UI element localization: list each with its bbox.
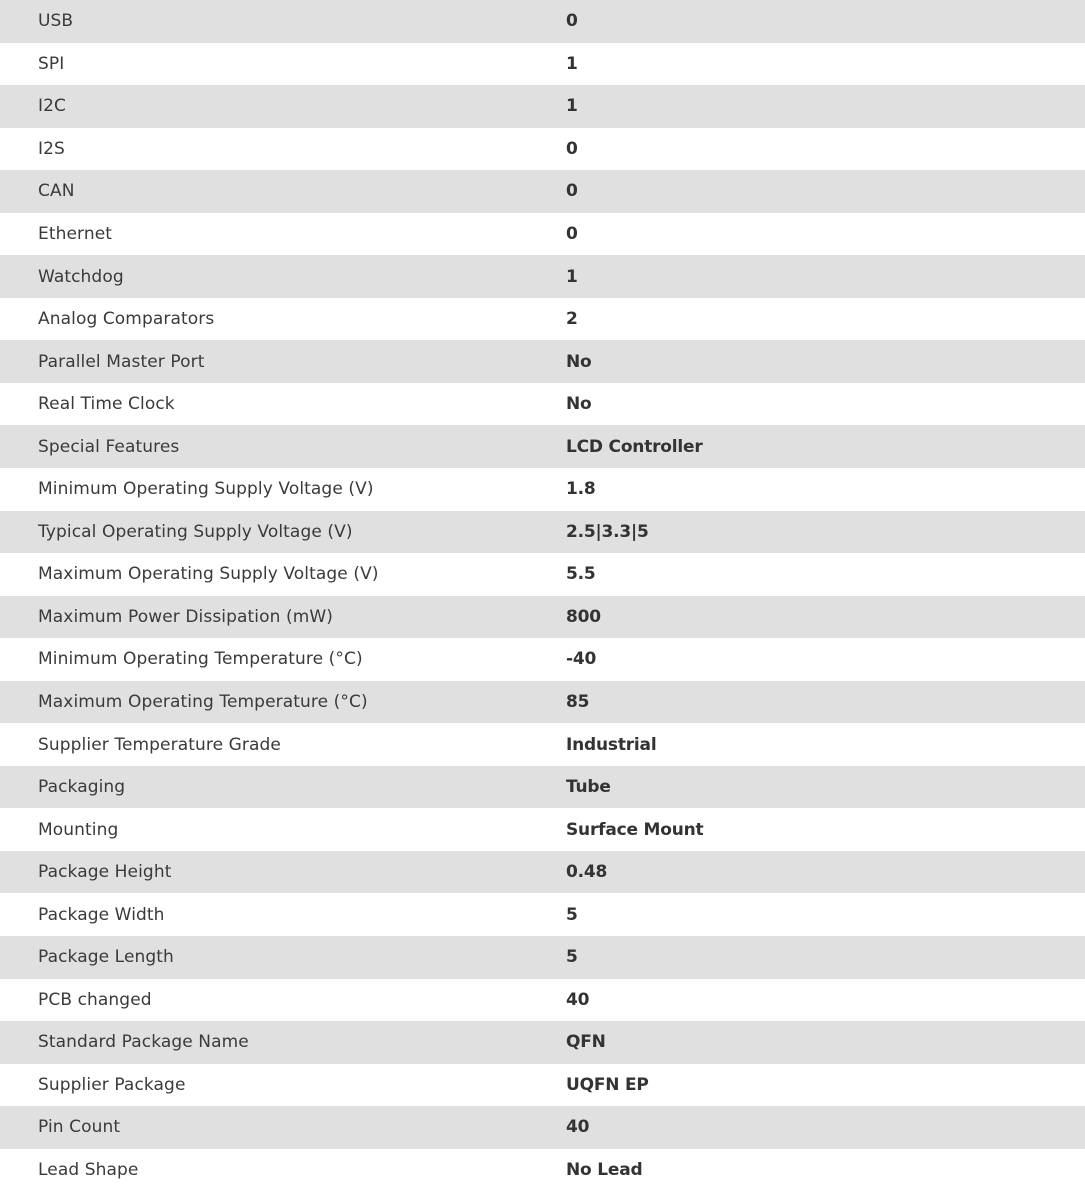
spec-value: 0 [566,138,578,159]
spec-row-mounting [0,808,1085,851]
spec-label: PCB changed [38,989,152,1010]
spec-value: 800 [566,606,601,627]
spec-row-watchdog [0,255,1085,298]
spec-value: 0 [566,224,578,244]
spec-label: Supplier Package [38,1074,186,1095]
spec-row-analog-comparators [0,298,1085,341]
spec-value: 1 [566,96,578,117]
spec-row-typ-supply-voltage [0,511,1085,554]
spec-value: No Lead [566,1160,643,1181]
spec-value: 5 [566,904,578,925]
spec-row-standard-package-name [0,1021,1085,1064]
spec-row-special-features [0,425,1085,468]
spec-label: Maximum Power Dissipation (mW) [38,606,334,627]
spec-label: Package Length [38,947,174,968]
spec-row-supplier-package [0,1064,1085,1107]
spec-label: SPI [38,53,65,74]
spec-value: 1 [566,53,578,74]
spec-label: Real Time Clock [38,394,175,415]
spec-label: Mounting [38,819,119,840]
spec-row-package-width [0,893,1085,936]
spec-label: Typical Operating Supply Voltage (V) [38,521,353,542]
spec-value: Industrial [566,734,657,755]
spec-value: 2.5|3.3|5 [566,521,649,542]
spec-row-i2s [0,128,1085,171]
spec-row-max-operating-temp [0,681,1085,724]
spec-value: 85 [566,692,590,713]
spec-row-package-length [0,936,1085,979]
spec-label: Parallel Master Port [38,351,205,372]
spec-label: Maximum Operating Supply Voltage (V) [38,564,379,585]
spec-label: I2S [38,138,65,159]
spec-label: Maximum Operating Temperature (°C) [38,692,368,713]
spec-row-parallel-master-port [0,340,1085,383]
spec-row-max-supply-voltage [0,553,1085,596]
spec-value: QFN [566,1032,606,1053]
spec-label: Standard Package Name [38,1032,249,1053]
spec-value: 5.5 [566,564,596,585]
spec-label: Package Width [38,904,165,925]
spec-label: Supplier Temperature Grade [38,734,281,755]
spec-row-supplier-temp-grade [0,723,1085,766]
spec-label: Ethernet [38,224,113,244]
spec-label: CAN [38,181,75,202]
spec-value: 2 [566,309,578,330]
spec-value: 0.48 [566,862,608,883]
spec-label: Packaging [38,777,126,798]
spec-value: 0 [566,11,578,32]
spec-value: UQFN EP [566,1074,649,1095]
spec-value: 40 [566,989,590,1010]
spec-label: Pin Count [38,1117,121,1138]
spec-value: 5 [566,947,578,968]
spec-row-max-power-dissipation [0,596,1085,639]
spec-row-ethernet [0,213,1085,256]
spec-value: 1.8 [566,479,596,500]
spec-row-pcb-changed [0,979,1085,1022]
spec-row-package-height [0,851,1085,894]
spec-row-i2c [0,85,1085,128]
spec-row-usb [0,0,1085,43]
spec-row-real-time-clock [0,383,1085,426]
spec-row-packaging [0,766,1085,809]
spec-value: Tube [566,777,611,798]
spec-label: Minimum Operating Temperature (°C) [38,649,363,670]
spec-label: USB [38,11,74,32]
spec-label: Watchdog [38,266,124,287]
spec-value: 40 [566,1117,590,1138]
spec-value: -40 [566,649,597,670]
spec-row-pin-count [0,1106,1085,1149]
spec-value: 0 [566,181,578,202]
spec-row-min-operating-temp [0,638,1085,681]
spec-label: Lead Shape [38,1160,139,1181]
spec-value: LCD Controller [566,436,703,457]
spec-value: No [566,351,592,372]
spec-row-spi [0,43,1085,86]
spec-label: Special Features [38,436,180,457]
spec-value: No [566,394,592,415]
spec-label: Minimum Operating Supply Voltage (V) [38,479,374,500]
spec-label: I2C [38,96,66,117]
spec-row-can [0,170,1085,213]
spec-value: 1 [566,266,578,287]
spec-label: Analog Comparators [38,309,215,330]
spec-row-min-supply-voltage [0,468,1085,511]
spec-label: Package Height [38,862,172,883]
spec-value: Surface Mount [566,819,704,840]
